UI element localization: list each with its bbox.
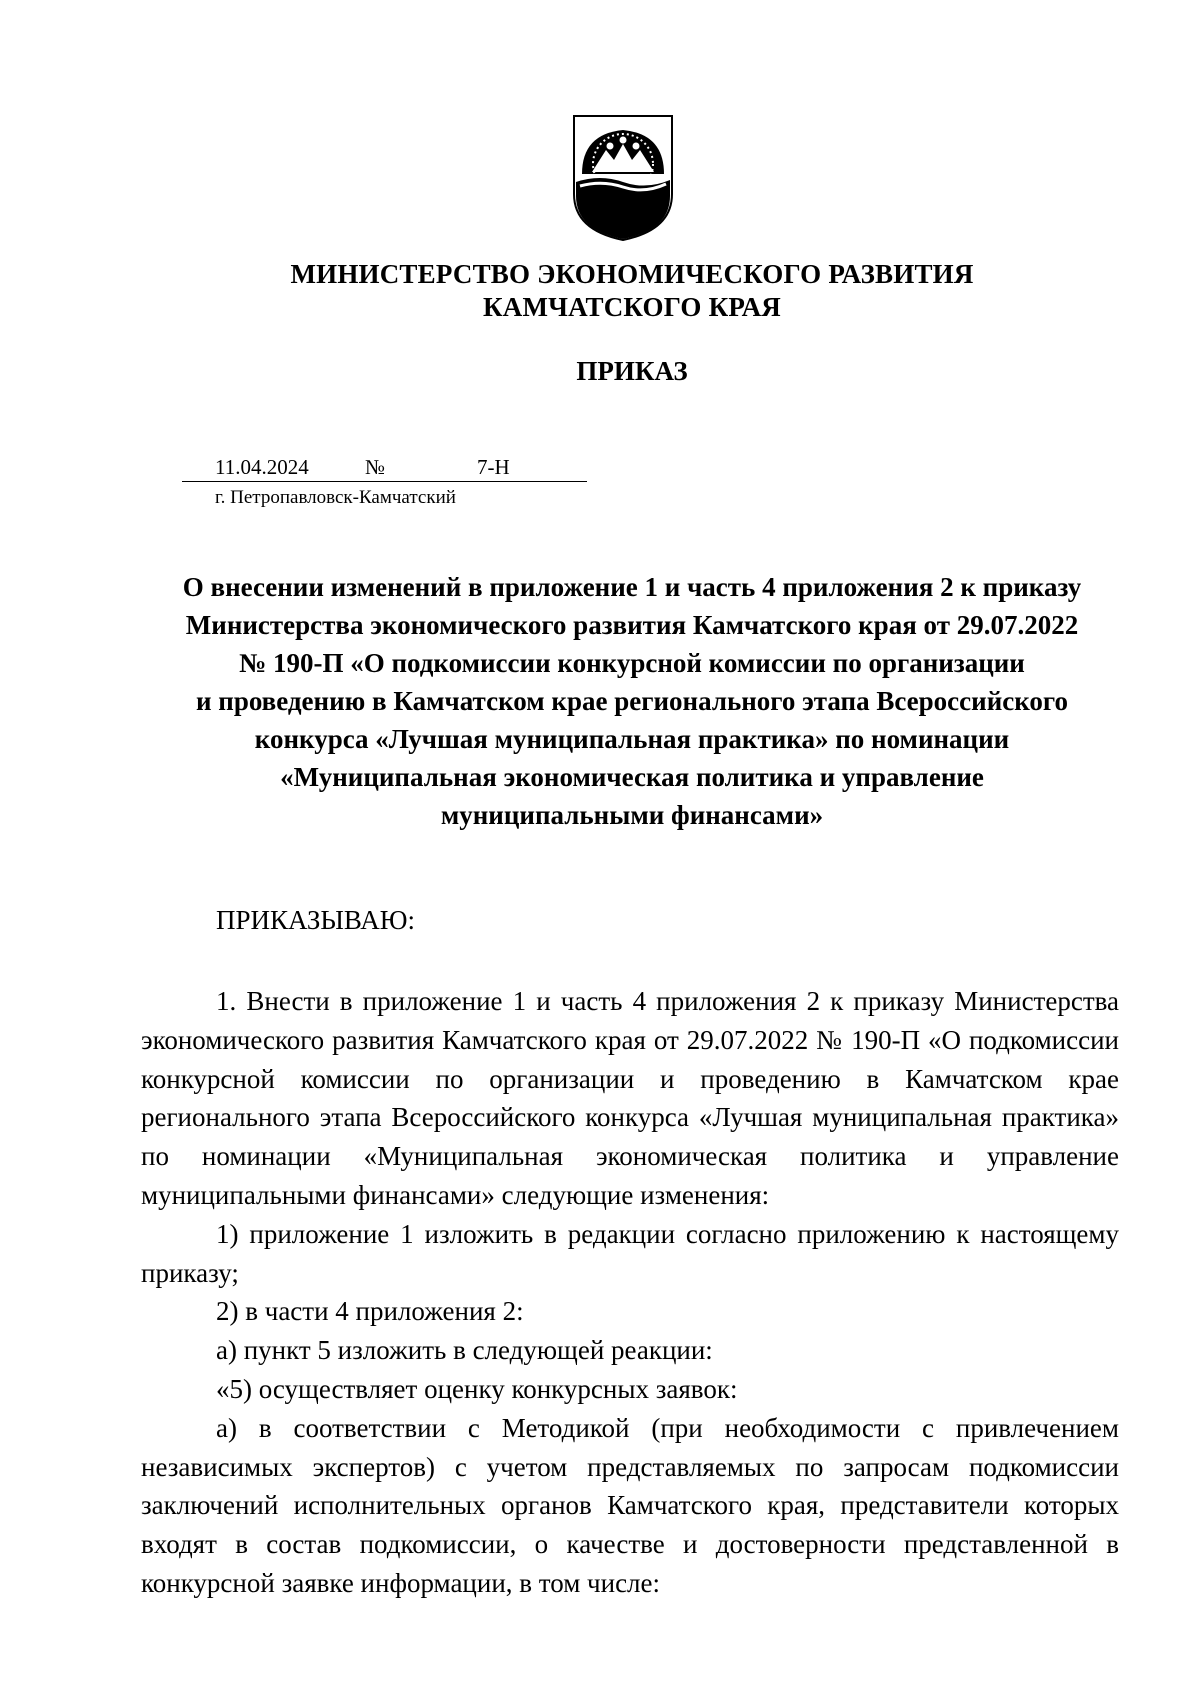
paragraph-subitem-2: 2) в части 4 приложения 2:	[216, 1296, 524, 1327]
document-type: ПРИКАЗ	[576, 356, 688, 386]
title-line: и проведению в Камчатском крае регионального этапа Всероссийского	[195, 686, 1069, 716]
kamchatka-coat-of-arms-icon	[570, 112, 676, 244]
order-number: 7-Н	[477, 455, 510, 479]
title-line: Министерства экономического развития Камчатского края от 29.07.2022	[185, 610, 1079, 640]
registration-line	[182, 453, 587, 482]
paragraph-item-1: 1. Внести в приложение 1 и часть 4 приложения 2 к приказу Министерства экономического развития Камчатского края от 29.07.2022 № 190-П «О подкомиссии конкурсной комиссии по организации и проведению в Камчатском крае регионального этапа Всероссийского конкурса «Лучшая муниципальная практика» по номинации «Муниципальная экономическая политика и управление муниципальными финансами» следующие изменения:	[141, 986, 1119, 1210]
order-date: 11.04.2024	[215, 455, 309, 479]
title-line: конкурса «Лучшая муниципальная практика» по номинации	[254, 724, 1010, 754]
order-title	[140, 568, 1124, 834]
paragraph-subitem-1: 1) приложение 1 изложить в редакции согласно приложению к настоящему приказу;	[141, 1218, 1119, 1288]
title-line: муниципальными финансами»	[440, 800, 824, 830]
title-line: № 190-П «О подкомиссии конкурсной комиссии по организации	[239, 648, 1025, 678]
ministry-name-line2: КАМЧАТСКОГО КРАЯ	[483, 292, 781, 322]
order-operative-word: ПРИКАЗЫВАЮ:	[216, 905, 415, 935]
paragraph-quoted-subitem-a: а) в соответствии с Методикой (при необходимости с привлечением независимых экспертов) с учетом представляемых по запросам подкомиссии заключений исполнительных органов Камчатского края, представители которых входят в состав подкомиссии, о качестве и достоверности представленной в конкурсной заявке информации, в том числе:	[141, 1412, 1119, 1598]
city-name: г. Петропавловск-Камчатский	[215, 487, 456, 508]
order-body	[141, 982, 1119, 1603]
ministry-name	[0, 258, 1200, 324]
title-line: О внесении изменений в приложение 1 и часть 4 приложения 2 к приказу	[182, 572, 1082, 602]
paragraph-subitem-a: а) пункт 5 изложить в следующей реакции:	[216, 1335, 713, 1366]
paragraph-quoted-item-5: «5) осуществляет оценку конкурсных заявок:	[216, 1373, 738, 1404]
title-line: «Муниципальная экономическая политика и управление	[280, 762, 984, 792]
ministry-name-line1: МИНИСТЕРСТВО ЭКОНОМИЧЕСКОГО РАЗВИТИЯ	[290, 259, 974, 289]
number-sign: №	[365, 455, 386, 479]
